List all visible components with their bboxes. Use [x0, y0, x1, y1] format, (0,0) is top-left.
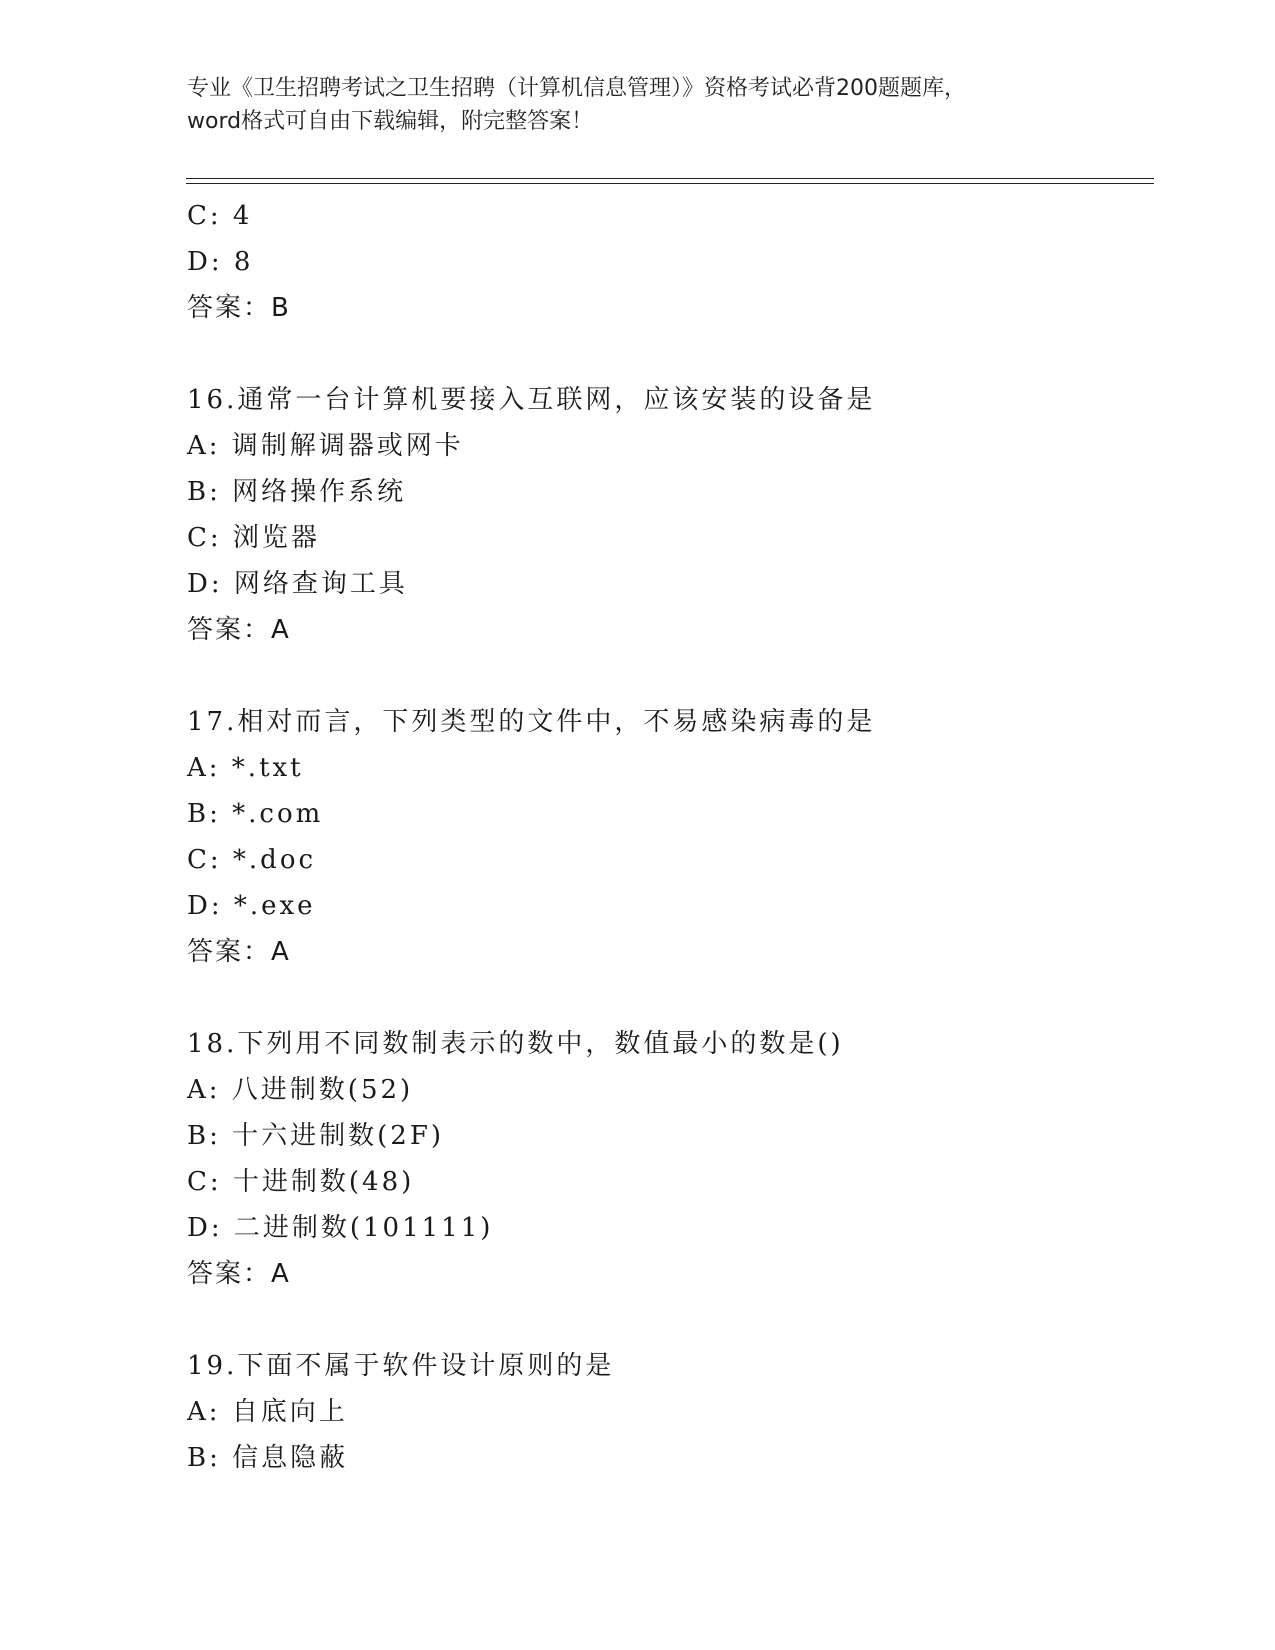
document-header: [187, 72, 1087, 138]
option-a: A: 八进制数(52): [187, 1075, 414, 1105]
option-b: B: 信息隐蔽: [187, 1443, 349, 1473]
header-title-line-2: word格式可自由下载编辑，附完整答案！: [187, 109, 594, 134]
question-15-continued: [187, 193, 1147, 331]
question-19: [187, 1343, 1147, 1481]
question-spacer: [187, 331, 1147, 377]
option-d: D: 二进制数(101111): [187, 1213, 494, 1243]
question-list: [187, 193, 1147, 1481]
question-18: [187, 1021, 1147, 1297]
question-stem: 17.相对而言，下列类型的文件中，不易感染病毒的是: [187, 707, 876, 737]
option-b: B: 十六进制数(2F): [187, 1121, 445, 1151]
question-spacer: [187, 653, 1147, 699]
option-d: D: 8: [187, 247, 254, 277]
question-spacer: [187, 1297, 1147, 1343]
header-title-line-1: 专业《卫生招聘考试之卫生招聘（计算机信息管理）》资格考试必背200题题库，: [187, 76, 966, 101]
option-c: C: 浏览器: [187, 523, 320, 553]
option-b: B: *.com: [187, 799, 324, 829]
header-divider-top: [186, 178, 1154, 179]
option-a: A: *.txt: [187, 753, 304, 783]
question-stem: 19.下面不属于软件设计原则的是: [187, 1351, 615, 1381]
option-b: B: 网络操作系统: [187, 477, 407, 507]
question-stem: 18.下列用不同数制表示的数中，数值最小的数是(): [187, 1029, 844, 1059]
option-d: D: 网络查询工具: [187, 569, 408, 599]
option-c: C: 4: [187, 201, 253, 231]
answer-line: 答案：A: [187, 937, 291, 967]
answer-line: 答案：A: [187, 1259, 291, 1289]
option-a: A: 调制解调器或网卡: [187, 431, 464, 461]
question-spacer: [187, 975, 1147, 1021]
answer-line: 答案：B: [187, 293, 291, 323]
answer-line: 答案：A: [187, 615, 291, 645]
option-c: C: 十进制数(48): [187, 1167, 415, 1197]
option-c: C: *.doc: [187, 845, 317, 875]
question-16: [187, 377, 1147, 653]
option-a: A: 自底向上: [187, 1397, 348, 1427]
header-divider-bottom: [186, 183, 1154, 184]
question-17: [187, 699, 1147, 975]
option-d: D: *.exe: [187, 891, 316, 921]
question-stem: 16.通常一台计算机要接入互联网，应该安装的设备是: [187, 385, 876, 415]
